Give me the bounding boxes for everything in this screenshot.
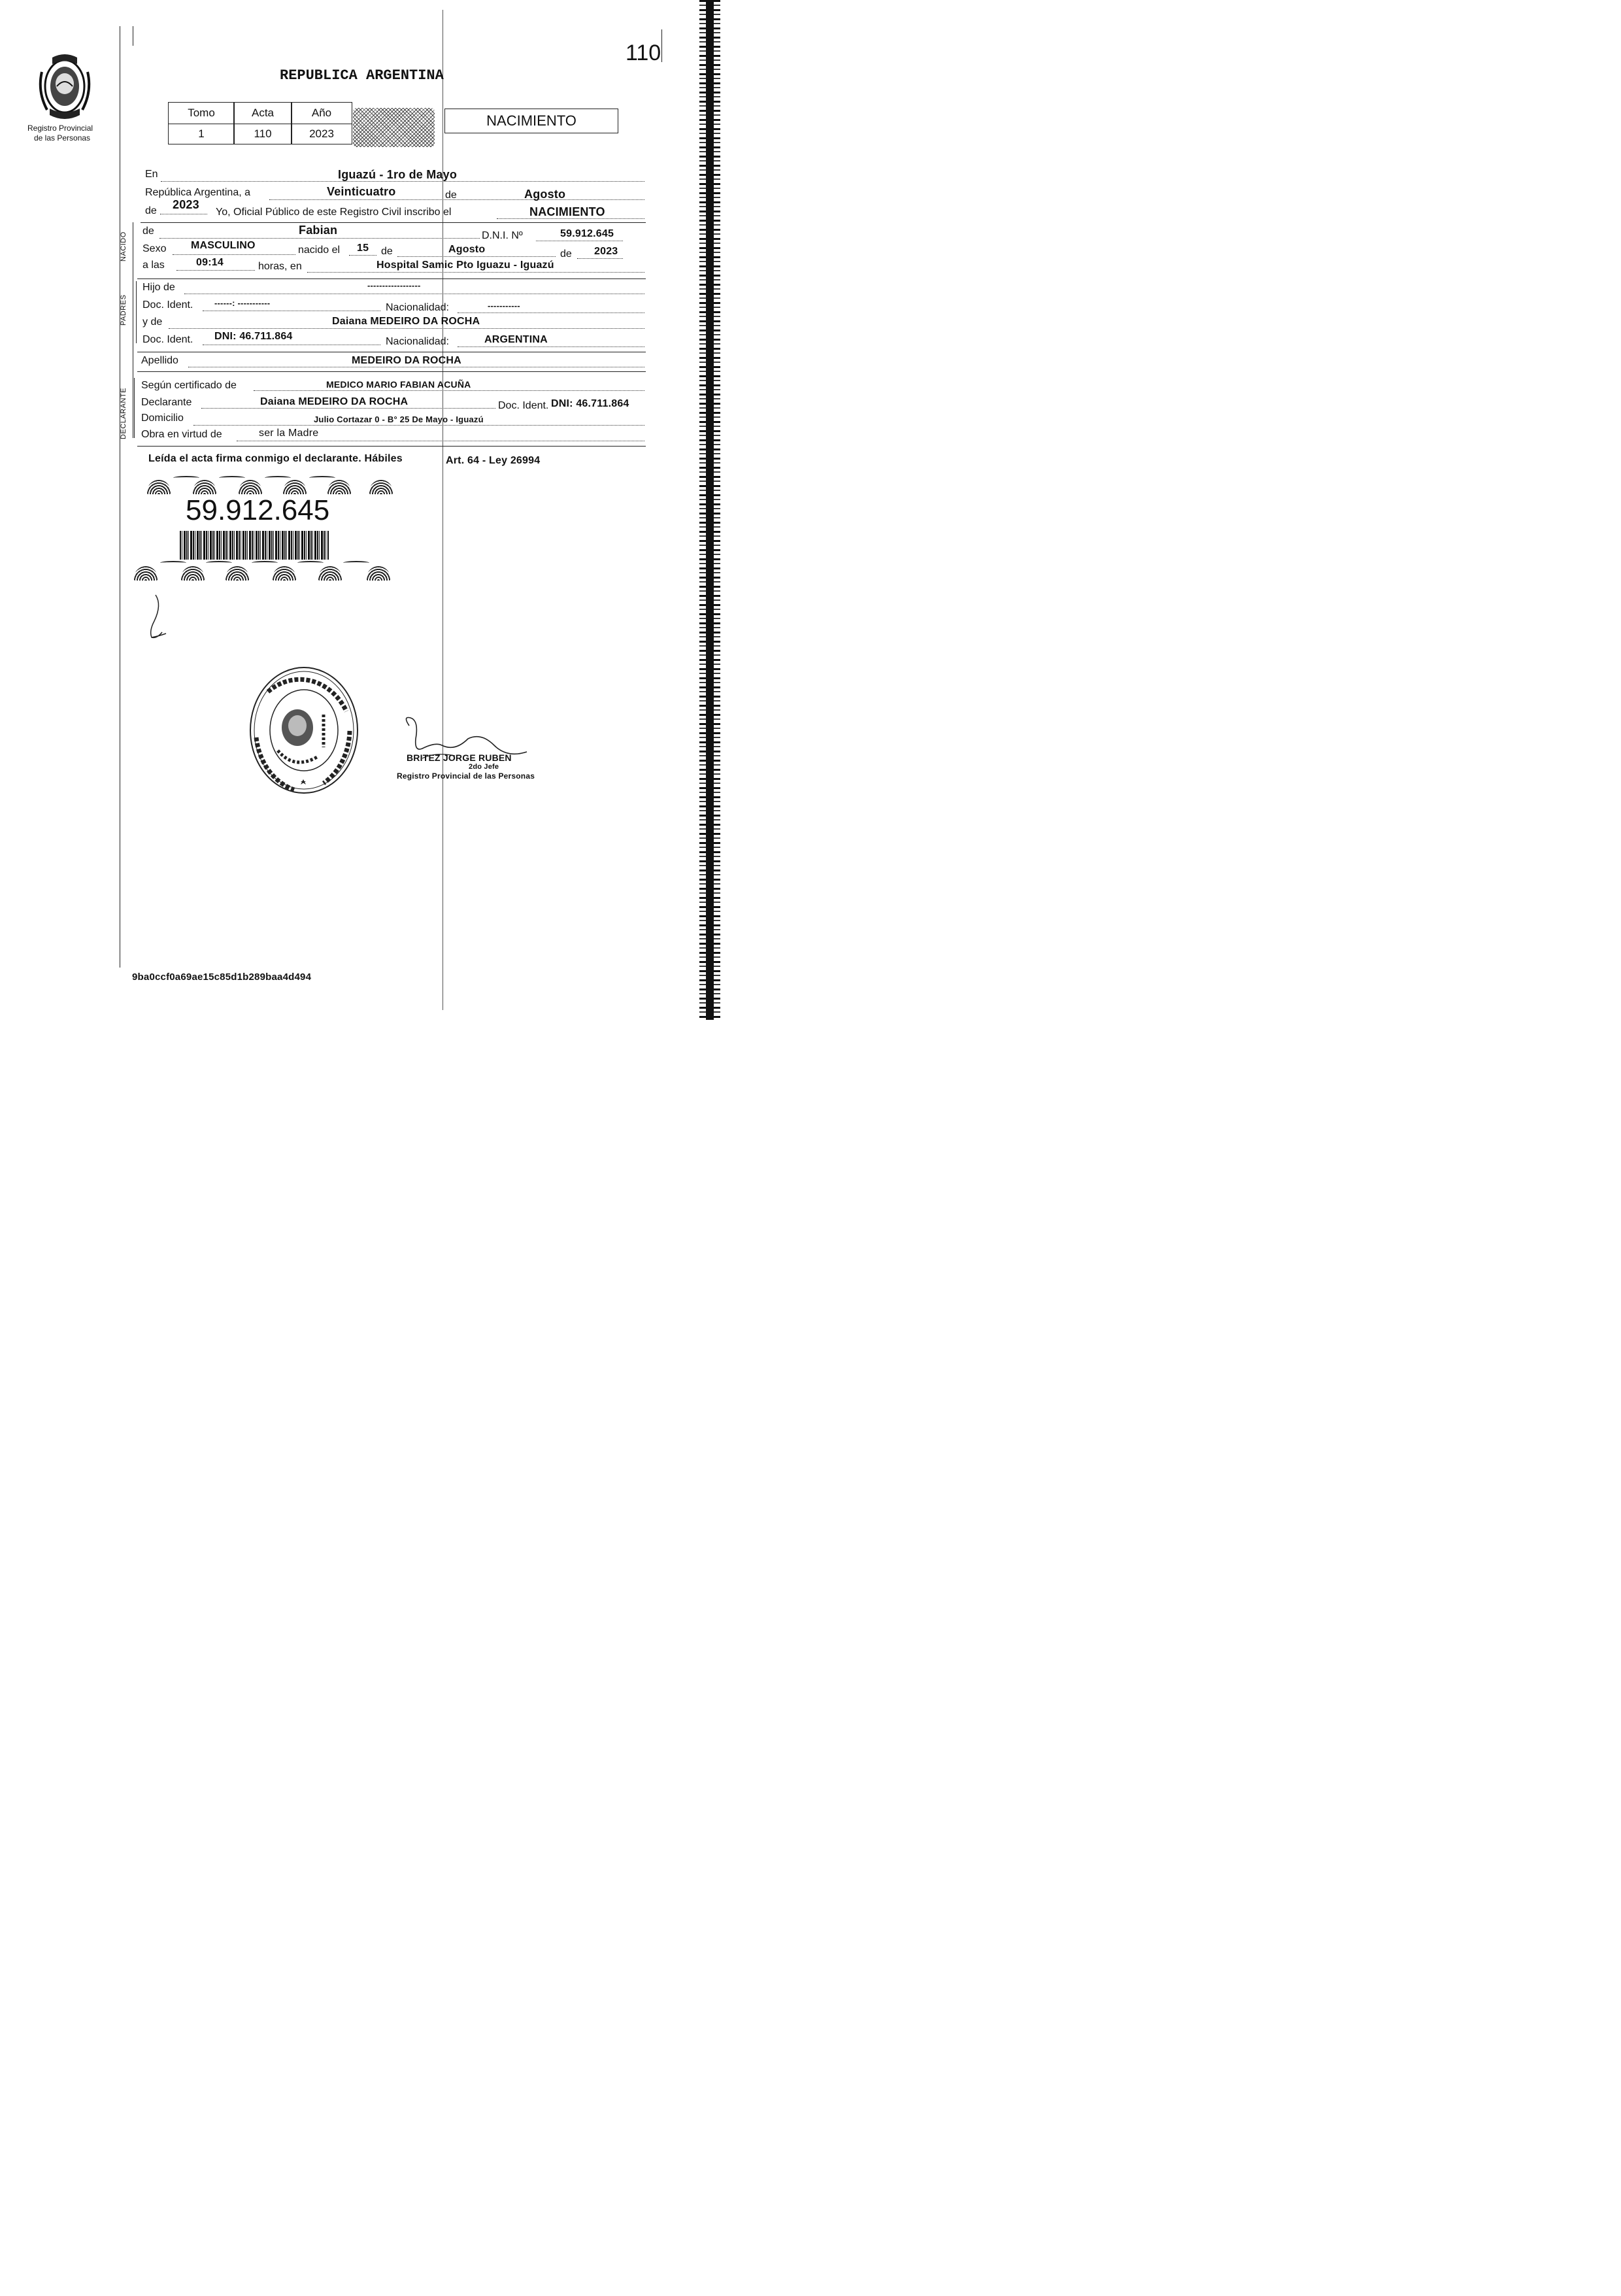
officer-role: 2do Jefe <box>469 763 499 771</box>
hijo-label: Hijo de <box>142 282 175 293</box>
apellido-separator <box>137 371 646 372</box>
nac2-label: Nacionalidad: <box>386 336 449 347</box>
inscribe-dots <box>497 218 644 219</box>
birth-de-label-2: de <box>560 248 572 260</box>
sexo-dots <box>173 254 295 255</box>
logo-caption-line2: de las Personas <box>34 133 91 143</box>
child-name: Fabian <box>299 224 338 237</box>
side-label-declarante: DECLARANTE <box>120 388 127 439</box>
de-label: de <box>445 190 457 201</box>
year-prefix: de <box>145 205 157 216</box>
doc1-label: Doc. Ident. <box>142 299 193 311</box>
intro-separator <box>141 222 646 223</box>
nac2-value: ARGENTINA <box>484 334 548 345</box>
decl-value: Daiana MEDEIRO DA ROCHA <box>260 396 409 407</box>
alas-label: a las <box>142 260 165 271</box>
nac1-value: ----------- <box>488 301 520 311</box>
document-hash: 9ba0ccf0a69ae15c85d1b289baa4d494 <box>132 971 312 983</box>
republica-dots <box>269 199 644 200</box>
obra-label: Obra en virtud de <box>141 429 222 440</box>
nac1-dots <box>458 312 644 313</box>
birth-day: 15 <box>357 243 369 254</box>
republica-label: República Argentina, a <box>145 187 250 198</box>
id-number: 59.912.645 <box>186 494 330 526</box>
cert-value: MEDICO MARIO FABIAN ACUÑA <box>326 379 471 390</box>
birth-place: Hospital Samic Pto Iguazu - Iguazú <box>376 260 554 271</box>
dom-value: Julio Cortazar 0 - B° 25 De Mayo - Iguazú <box>314 414 484 424</box>
scan-edge-inner <box>706 0 714 1020</box>
en-label: En <box>145 169 158 180</box>
officer-org: Registro Provincial de las Personas <box>397 771 535 781</box>
en-value: Iguazú - 1ro de Mayo <box>338 168 458 181</box>
doc2-value: DNI: 46.711.864 <box>214 331 293 342</box>
horas-label: horas, en <box>258 261 302 272</box>
father-value: ------------------ <box>367 280 421 290</box>
yo-text: Yo, Oficial Público de este Registro Civil inscribo el <box>216 207 452 218</box>
dom-label: Domicilio <box>141 413 184 424</box>
legal-article: Art. 64 - Ley 26994 <box>446 455 541 466</box>
logo-caption-line1: Registro Provincial <box>27 124 93 133</box>
provincia-misiones-logo <box>34 52 96 124</box>
decl-label: Declarante <box>141 397 192 408</box>
nac1-label: Nacionalidad: <box>386 302 449 313</box>
year-value: 2023 <box>173 198 199 211</box>
birth-month: Agosto <box>448 244 486 255</box>
birth-year-dots <box>577 258 623 259</box>
side-label-padres: PADRES <box>120 294 127 326</box>
record-type: NACIMIENTO <box>444 109 618 133</box>
dni-value: 59.912.645 <box>560 228 614 239</box>
cert-label: Según certificado de <box>141 380 237 391</box>
official-seal <box>248 666 359 795</box>
declarante-separator <box>137 446 646 447</box>
padres-bracket <box>136 281 137 343</box>
nacido-label: nacido el <box>298 245 341 256</box>
time-dots <box>176 270 255 271</box>
header-acta: Acta <box>233 102 292 124</box>
cert-dots <box>254 390 644 391</box>
closing-statement: Leída el acta firma conmigo el declarante. Hábiles <box>148 453 403 464</box>
decl-doc-label: Doc. Ident. <box>498 400 549 411</box>
officer-name: BRITEZ JORGE RUBEN <box>407 752 512 763</box>
header-ano: Año <box>291 102 352 124</box>
day-value: Veinticuatro <box>327 185 396 198</box>
month-dots <box>397 256 556 257</box>
birth-year: 2023 <box>594 246 618 257</box>
mother-dots <box>169 328 644 329</box>
en-dots <box>161 181 644 182</box>
obra-value: ser la Madre <box>259 428 319 439</box>
initials-signature <box>142 592 175 644</box>
decl-doc-value: DNI: 46.711.864 <box>551 398 629 409</box>
yde-label: y de <box>142 316 163 328</box>
nac2-dots <box>458 346 644 347</box>
value-ano: 2023 <box>291 124 352 144</box>
decl-dots <box>201 408 495 409</box>
page-title: REPUBLICA ARGENTINA <box>280 67 444 84</box>
sexo-value: MASCULINO <box>191 240 256 251</box>
security-pattern <box>353 108 435 147</box>
name-dots <box>159 238 480 239</box>
time-value: 09:14 <box>196 257 224 268</box>
barcode <box>180 531 329 560</box>
declarante-bracket <box>134 378 135 438</box>
value-tomo: 1 <box>168 124 235 144</box>
page-number: 110 <box>626 41 661 65</box>
sexo-label: Sexo <box>142 243 167 254</box>
header-tomo: Tomo <box>168 102 235 124</box>
doc2-label: Doc. Ident. <box>142 334 193 345</box>
value-acta: 110 <box>233 124 292 144</box>
inscribe-value: NACIMIENTO <box>529 205 605 218</box>
security-band-top <box>134 476 395 494</box>
apellido-value: MEDEIRO DA ROCHA <box>352 355 461 366</box>
apellido-label: Apellido <box>141 355 178 366</box>
place-dots <box>307 272 644 273</box>
right-margin-line <box>661 29 662 62</box>
birth-de-label-1: de <box>381 246 393 257</box>
dni-label: D.N.I. Nº <box>482 230 523 241</box>
month-value: Agosto <box>524 188 566 201</box>
side-label-nacido: NACIDO <box>120 231 127 262</box>
day-dots <box>349 255 376 256</box>
security-band-bottom <box>134 561 395 581</box>
doc1-value: ------: ----------- <box>214 298 271 308</box>
mother-value: Daiana MEDEIRO DA ROCHA <box>332 316 480 327</box>
nacido-de-label: de <box>142 226 154 237</box>
